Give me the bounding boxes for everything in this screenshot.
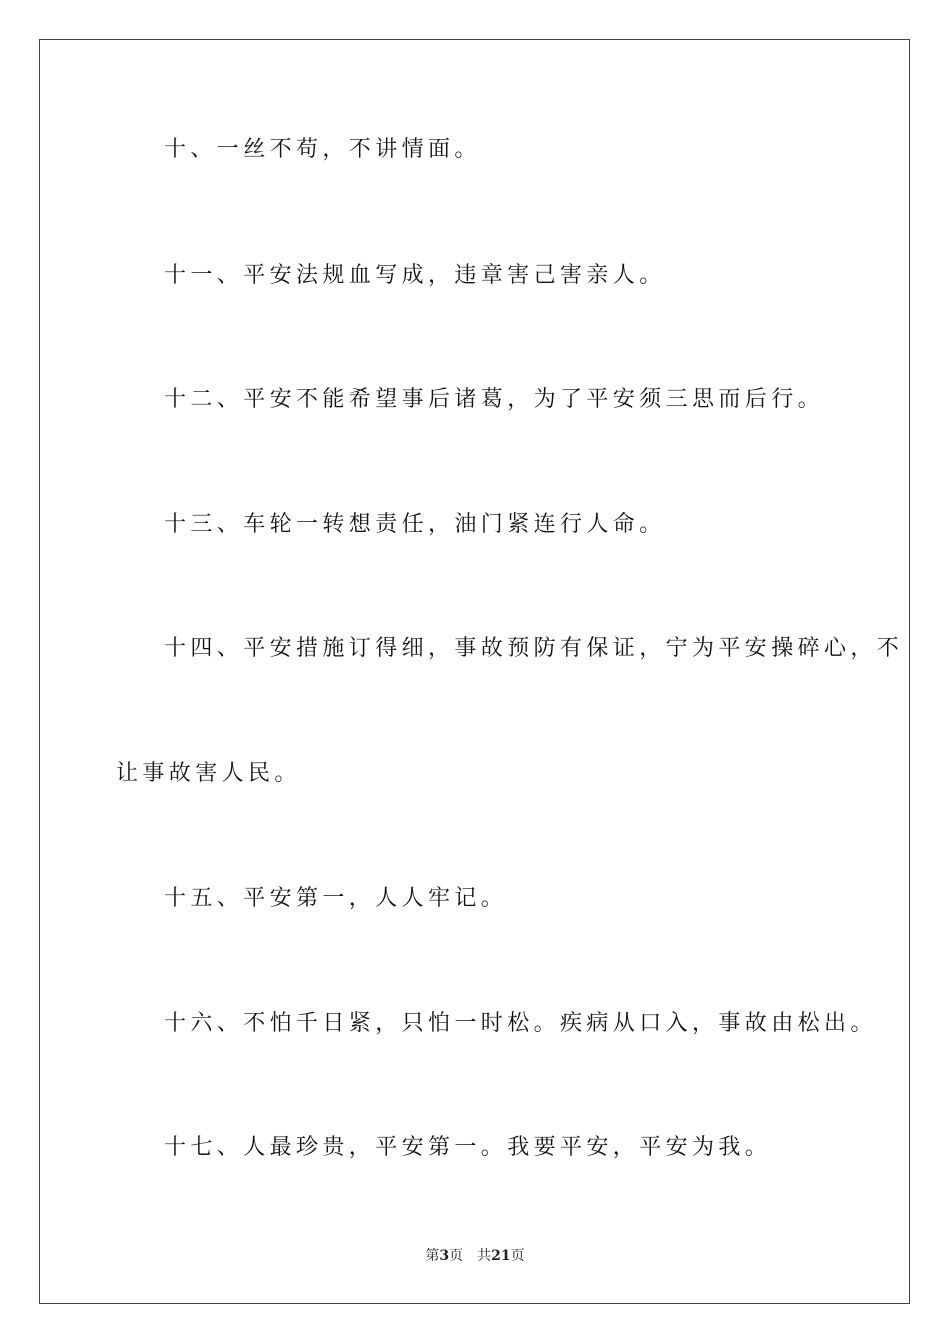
paragraph-17: 十七、人最珍贵，平安第一。我要平安，平安为我。: [164, 1135, 772, 1160]
page-border: [39, 39, 910, 1304]
paragraph-14-line-2: 让事故害人民。: [116, 761, 301, 786]
paragraph-13: 十三、车轮一转想责任，油门紧连行人命。: [164, 512, 666, 537]
paragraph-14-line-1: 十四、平安措施订得细，事故预防有保证，宁为平安操碎心，不: [164, 636, 904, 661]
paragraph-16: 十六、不怕千日紧，只怕一时松。疾病从口入，事故由松出。: [164, 1011, 877, 1036]
total-pages: 21: [491, 1248, 511, 1264]
total-suffix: 页: [510, 1248, 525, 1264]
paragraph-10: 十、一丝不苟，不讲情面。: [164, 137, 481, 162]
page-footer: [0, 1247, 950, 1265]
page-suffix: 页: [449, 1248, 464, 1264]
paragraph-15: 十五、平安第一，人人牢记。: [164, 886, 508, 911]
page-prefix: 第: [425, 1248, 440, 1264]
page-number: 3: [439, 1248, 450, 1264]
paragraph-12: 十二、平安不能希望事后诸葛，为了平安须三思而后行。: [164, 387, 825, 412]
paragraph-11: 十一、平安法规血写成，违章害己害亲人。: [164, 263, 666, 288]
total-prefix: 共: [477, 1248, 492, 1264]
